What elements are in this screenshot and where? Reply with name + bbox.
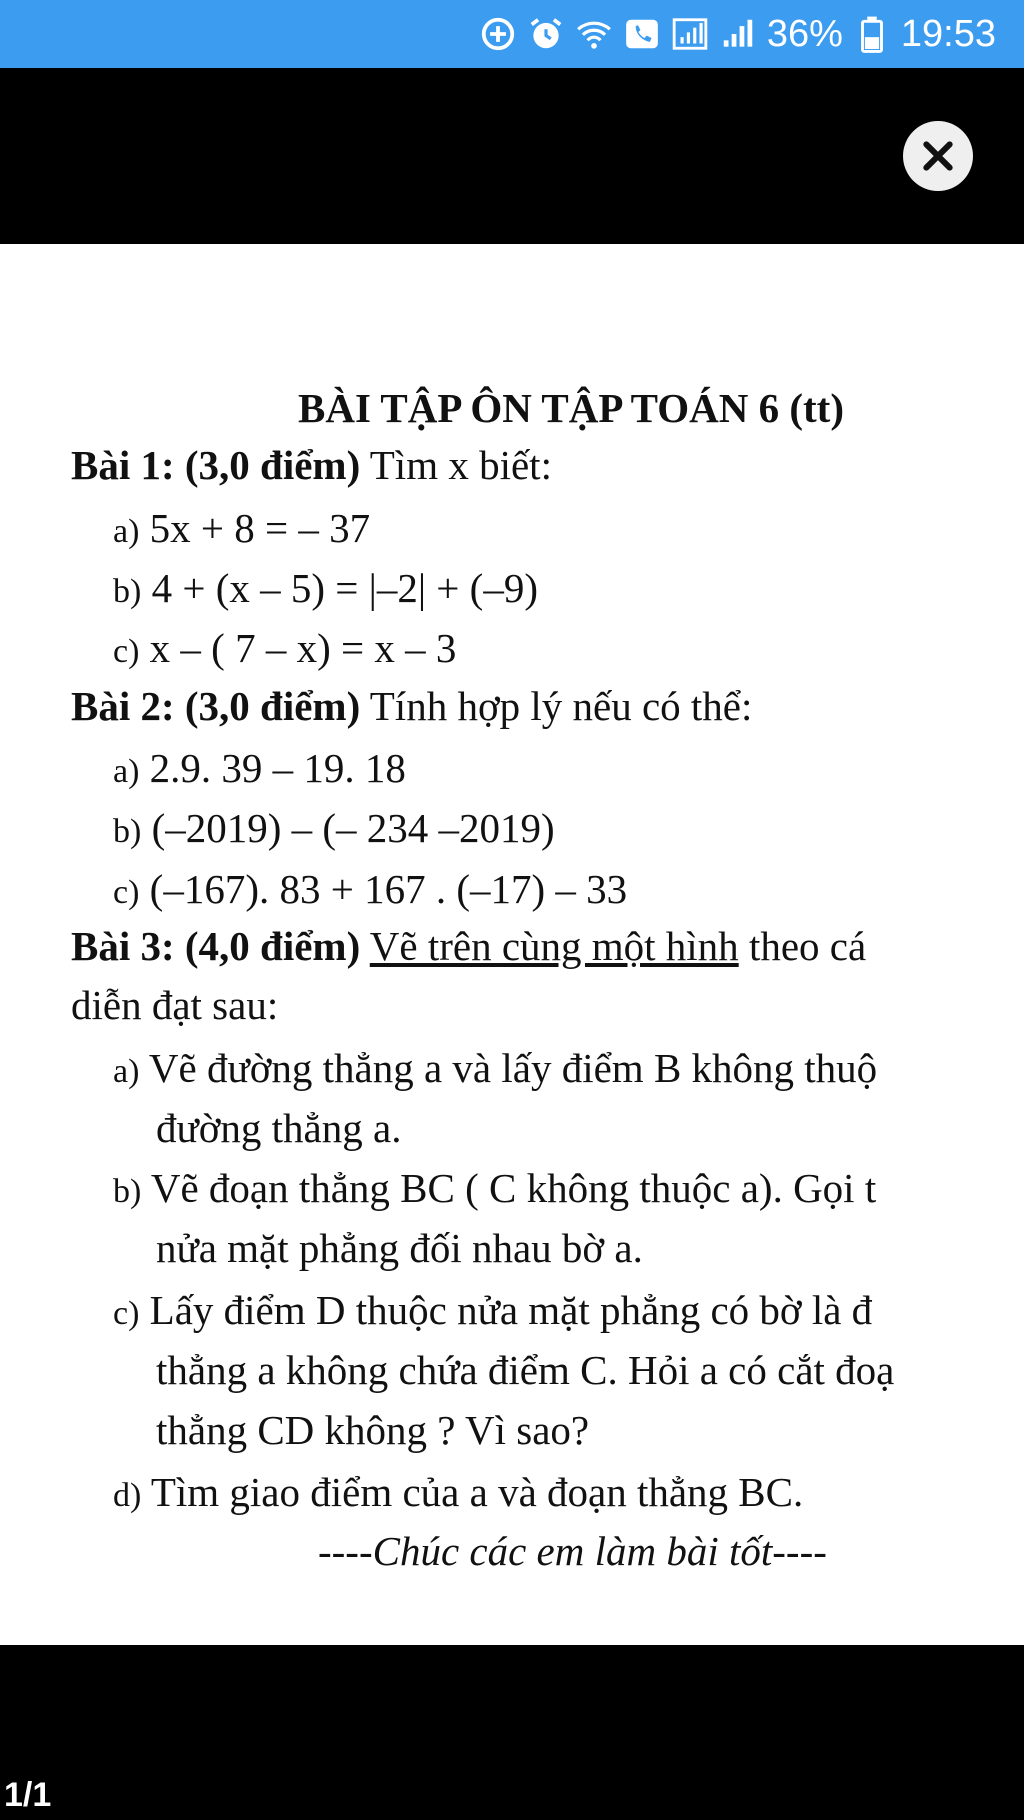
bai1-prompt: Tìm x biết: (360, 442, 552, 488)
bai1-heading: Bài 1: (3,0 điểm) (71, 442, 361, 488)
bai3-item-c: c) Lấy điểm D thuộc nửa mặt phẳng có bờ là đ (113, 1287, 873, 1333)
alarm-icon (527, 15, 565, 53)
bai3-item-b: b) Vẽ đoạn thẳng BC ( C không thuộc a). Gọi t (113, 1165, 877, 1211)
bai2-item-a: a) 2.9. 39 – 19. 18 (113, 745, 406, 791)
viewer-bottom-bar (0, 1645, 1024, 1820)
bai2-line (71, 682, 752, 730)
clock: 19:53 (900, 12, 996, 55)
bai1-item-c: c) x – ( 7 – x) = x – 3 (113, 625, 457, 671)
bai3-heading: Bài 3: (4,0 điểm) (71, 923, 361, 969)
bai2-prompt: Tính hợp lý nếu có thể: (360, 683, 753, 729)
bai3-line (71, 922, 866, 970)
bai1-line (71, 441, 552, 489)
bai1-item-a: a) 5x + 8 = – 37 (113, 505, 371, 551)
bai2-item-b: b) (–2019) – (– 234 –2019) (113, 805, 555, 851)
data-saver-icon (479, 15, 517, 53)
bai3-prompt-line2: diễn đạt sau: (71, 982, 279, 1028)
battery-icon (853, 15, 891, 53)
status-icons (479, 0, 996, 68)
bai3-prompt: theo cá (738, 923, 867, 969)
bai3-item-c-line3: thẳng CD không ? Vì sao? (156, 1407, 590, 1453)
status-bar (0, 0, 1024, 68)
page-counter: 1/1 (4, 1776, 52, 1814)
bai3-item-a-line2: đường thẳng a. (156, 1105, 402, 1151)
signal-icon-2 (719, 15, 757, 53)
bai3-item-a: a) Vẽ đường thẳng a và lấy điểm B không thuộ (113, 1045, 878, 1091)
document-page (0, 244, 1024, 1645)
close-button[interactable] (903, 121, 973, 191)
bai3-item-c-line2: thẳng a không chứa điểm C. Hỏi a có cắt đoạ (156, 1347, 895, 1393)
bai3-underlined: Vẽ trên cùng một hình (369, 923, 739, 969)
bai2-heading: Bài 2: (3,0 điểm) (71, 683, 361, 729)
battery-percent: 36% (766, 12, 843, 55)
bai1-item-b: b) 4 + (x – 5) = |–2| + (–9) (113, 565, 538, 611)
closing-line: ----Chúc các em làm bài tốt---- (318, 1528, 827, 1574)
close-icon (918, 136, 958, 176)
bai2-item-c: c) (–167). 83 + 167 . (–17) – 33 (113, 866, 628, 912)
wifi-icon (575, 15, 613, 53)
viewer-top-bar (0, 68, 1024, 244)
bai3-item-d: d) Tìm giao điểm của a và đoạn thẳng BC. (113, 1469, 804, 1515)
bai3-item-b-line2: nửa mặt phẳng đối nhau bờ a. (156, 1225, 643, 1271)
signal-icon (671, 15, 709, 53)
document-title: BÀI TẬP ÔN TẬP TOÁN 6 (tt) (298, 385, 844, 431)
call-icon (623, 15, 661, 53)
